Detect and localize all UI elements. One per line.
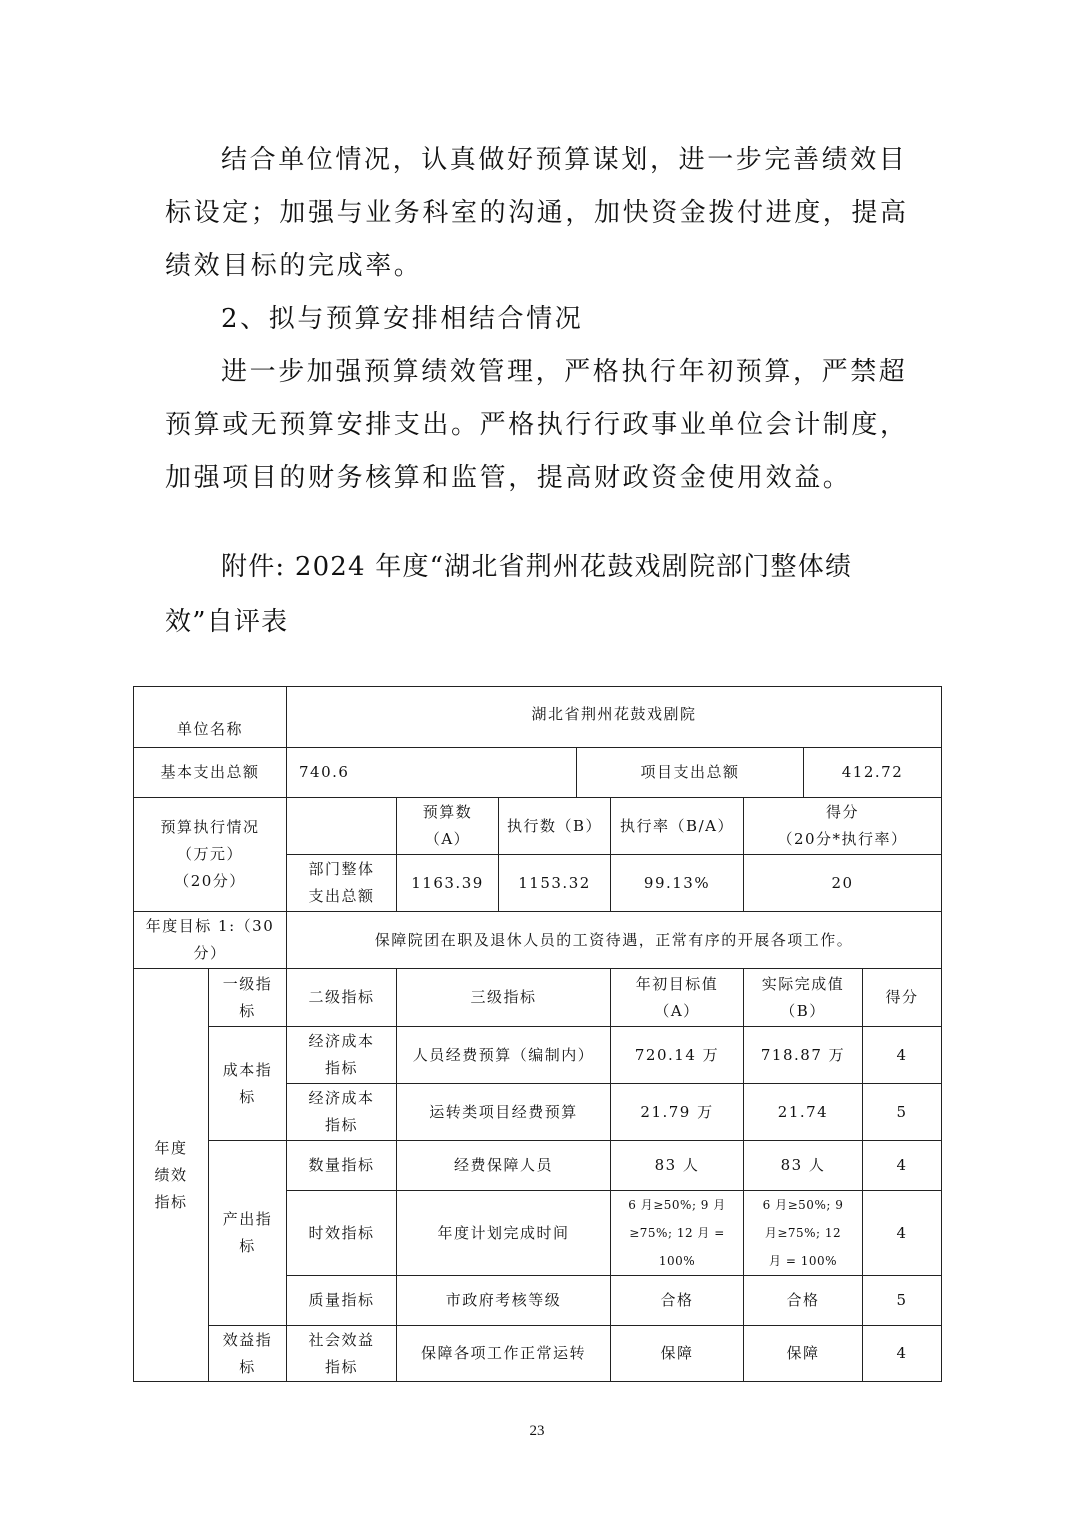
- group-cost: [209, 1027, 287, 1141]
- score-cell: 4: [863, 1141, 942, 1191]
- header-score: [744, 798, 942, 855]
- header-score-line1: 得分: [826, 803, 860, 821]
- header-level1-line1: 一级指: [222, 974, 273, 993]
- target-cell: 21.79 万: [611, 1084, 744, 1141]
- table-row: [134, 1027, 942, 1084]
- header-score-line2: （20分*执行率）: [777, 830, 908, 848]
- level2-line1: 经济成本: [308, 1089, 375, 1107]
- exec-value: 1153.32: [499, 855, 611, 912]
- actual-cell: 保障: [744, 1326, 863, 1382]
- paragraph-budget-planning: 结合单位情况，认真做好预算谋划，进一步完善绩效目标设定；加强与业务科室的沟通，加快资金拨付进度，提高绩效目标的完成率。: [165, 145, 909, 281]
- group-benefit: [209, 1326, 287, 1382]
- table-row: [134, 1141, 942, 1191]
- basic-expense-value: 740.6: [287, 748, 577, 798]
- score-cell: 4: [863, 1326, 942, 1382]
- unit-name-label: 单位名称: [134, 687, 287, 748]
- unit-name-value: 湖北省荆州花鼓戏剧院: [287, 687, 942, 748]
- dept-total-line2: 支出总额: [308, 887, 375, 905]
- level2-cell: [287, 1326, 397, 1382]
- level3-cell: 运转类项目经费预算: [397, 1084, 611, 1141]
- actual-line2: 月≥75%; 12: [764, 1226, 842, 1240]
- annual-goal-value: 保障院团在职及退休人员的工资待遇，正常有序的开展各项工作。: [287, 912, 942, 969]
- budget-header-row: [134, 798, 942, 855]
- header-actual: [744, 969, 863, 1027]
- level2-cell: [287, 1084, 397, 1141]
- annual-goal-label-line2: 分）: [193, 944, 227, 962]
- header-budget-line1: 预算数: [422, 803, 473, 821]
- group-cost-line2: 标: [239, 1087, 256, 1106]
- budget-exec-label-line2: （万元）: [177, 845, 244, 863]
- level3-cell: 经费保障人员: [397, 1141, 611, 1191]
- score-cell: 5: [863, 1276, 942, 1326]
- actual-line3: 月 = 100%: [769, 1254, 838, 1268]
- actual-cell: 718.87 万: [744, 1027, 863, 1084]
- target-cell: 合格: [611, 1276, 744, 1326]
- header-level2: 二级指标: [287, 969, 397, 1027]
- basic-expense-label: 基本支出总额: [134, 748, 287, 798]
- page-number: 23: [529, 1423, 545, 1439]
- score-value: 20: [744, 855, 942, 912]
- perf-label-line1: 年度: [154, 1138, 188, 1157]
- level2-line1: 社会效益: [308, 1330, 375, 1349]
- level2-cell: 时效指标: [287, 1191, 397, 1276]
- level2-line2: 指标: [325, 1059, 359, 1077]
- level2-line1: 经济成本: [308, 1032, 375, 1050]
- attachment-title: 附件: 2024 年度“湖北省荆州花鼓戏剧院部门整体绩效”自评表: [165, 552, 853, 637]
- unit-name-row: [134, 687, 942, 748]
- actual-cell: 合格: [744, 1276, 863, 1326]
- dept-total-line1: 部门整体: [308, 860, 375, 878]
- target-line3: 100%: [658, 1254, 696, 1268]
- dept-total-label: [287, 855, 397, 912]
- header-target: [611, 969, 744, 1027]
- header-level3: 三级指标: [397, 969, 611, 1027]
- target-line1: 6 月≥50%; 9 月: [628, 1198, 726, 1212]
- self-evaluation-table: [133, 686, 942, 1382]
- group-benefit-line1: 效益指: [222, 1330, 273, 1349]
- header-target-line2: （A）: [654, 1001, 700, 1020]
- perf-label-line2: 绩效: [154, 1165, 188, 1184]
- level3-cell: 年度计划完成时间: [397, 1191, 611, 1276]
- perf-indicators-label: [134, 969, 209, 1382]
- level2-cell: 数量指标: [287, 1141, 397, 1191]
- table-row: [134, 1326, 942, 1382]
- header-rate: 执行率（B/A）: [611, 798, 744, 855]
- level3-cell: 市政府考核等级: [397, 1276, 611, 1326]
- group-benefit-line2: 标: [239, 1357, 256, 1376]
- target-cell: 保障: [611, 1326, 744, 1382]
- header-budget-line2: （A）: [424, 830, 471, 848]
- level3-cell: 人员经费预算（编制内）: [397, 1027, 611, 1084]
- level2-cell: 质量指标: [287, 1276, 397, 1326]
- header-actual-line1: 实际完成值: [761, 974, 845, 993]
- header-score: 得分: [863, 969, 942, 1027]
- project-expense-label: 项目支出总额: [577, 748, 804, 798]
- actual-cell: [744, 1191, 863, 1276]
- project-expense-value: 412.72: [804, 748, 942, 798]
- section-heading-budget-integration: 2、拟与预算安排相结合情况: [221, 304, 584, 334]
- annual-goal-label-line1: 年度目标 1:（30: [145, 917, 275, 935]
- paragraph-budget-management: 进一步加强预算绩效管理，严格执行年初预算，严禁超预算或无预算安排支出。严格执行行政事业单位会计制度，加强项目的财务核算和监管，提高财政资金使用效益。: [165, 357, 909, 493]
- header-level1: [209, 969, 287, 1027]
- score-cell: 4: [863, 1027, 942, 1084]
- empty-header-cell: [287, 798, 397, 855]
- group-output-line1: 产出指: [222, 1210, 273, 1228]
- level2-line2: 指标: [325, 1116, 359, 1134]
- actual-cell: 83 人: [744, 1141, 863, 1191]
- header-level1-line2: 标: [239, 1001, 256, 1020]
- level3-cell: 保障各项工作正常运转: [397, 1326, 611, 1382]
- target-cell: 720.14 万: [611, 1027, 744, 1084]
- group-output: [209, 1141, 287, 1326]
- group-cost-line1: 成本指: [222, 1060, 273, 1079]
- header-exec: 执行数（B）: [499, 798, 611, 855]
- target-line2: ≥75%; 12 月 =: [629, 1226, 725, 1240]
- budget-exec-label: [134, 798, 287, 912]
- budget-exec-label-line1: 预算执行情况: [160, 818, 260, 836]
- annual-goal-row: [134, 912, 942, 969]
- score-cell: 4: [863, 1191, 942, 1276]
- target-cell: 83 人: [611, 1141, 744, 1191]
- header-actual-line2: （B）: [780, 1001, 826, 1020]
- target-cell: [611, 1191, 744, 1276]
- indicator-header-row: [134, 969, 942, 1027]
- score-cell: 5: [863, 1084, 942, 1141]
- header-target-line1: 年初目标值: [635, 974, 719, 993]
- actual-cell: 21.74: [744, 1084, 863, 1141]
- annual-goal-label: [134, 912, 287, 969]
- header-budget: [397, 798, 499, 855]
- group-output-line2: 标: [239, 1237, 256, 1255]
- perf-label-line3: 指标: [154, 1192, 188, 1211]
- actual-line1: 6 月≥50%; 9: [762, 1198, 844, 1212]
- expense-totals-row: [134, 748, 942, 798]
- level2-line2: 指标: [325, 1357, 359, 1376]
- budget-exec-label-line3: （20分）: [174, 872, 246, 890]
- budget-value: 1163.39: [397, 855, 499, 912]
- rate-value: 99.13%: [611, 855, 744, 912]
- level2-cell: [287, 1027, 397, 1084]
